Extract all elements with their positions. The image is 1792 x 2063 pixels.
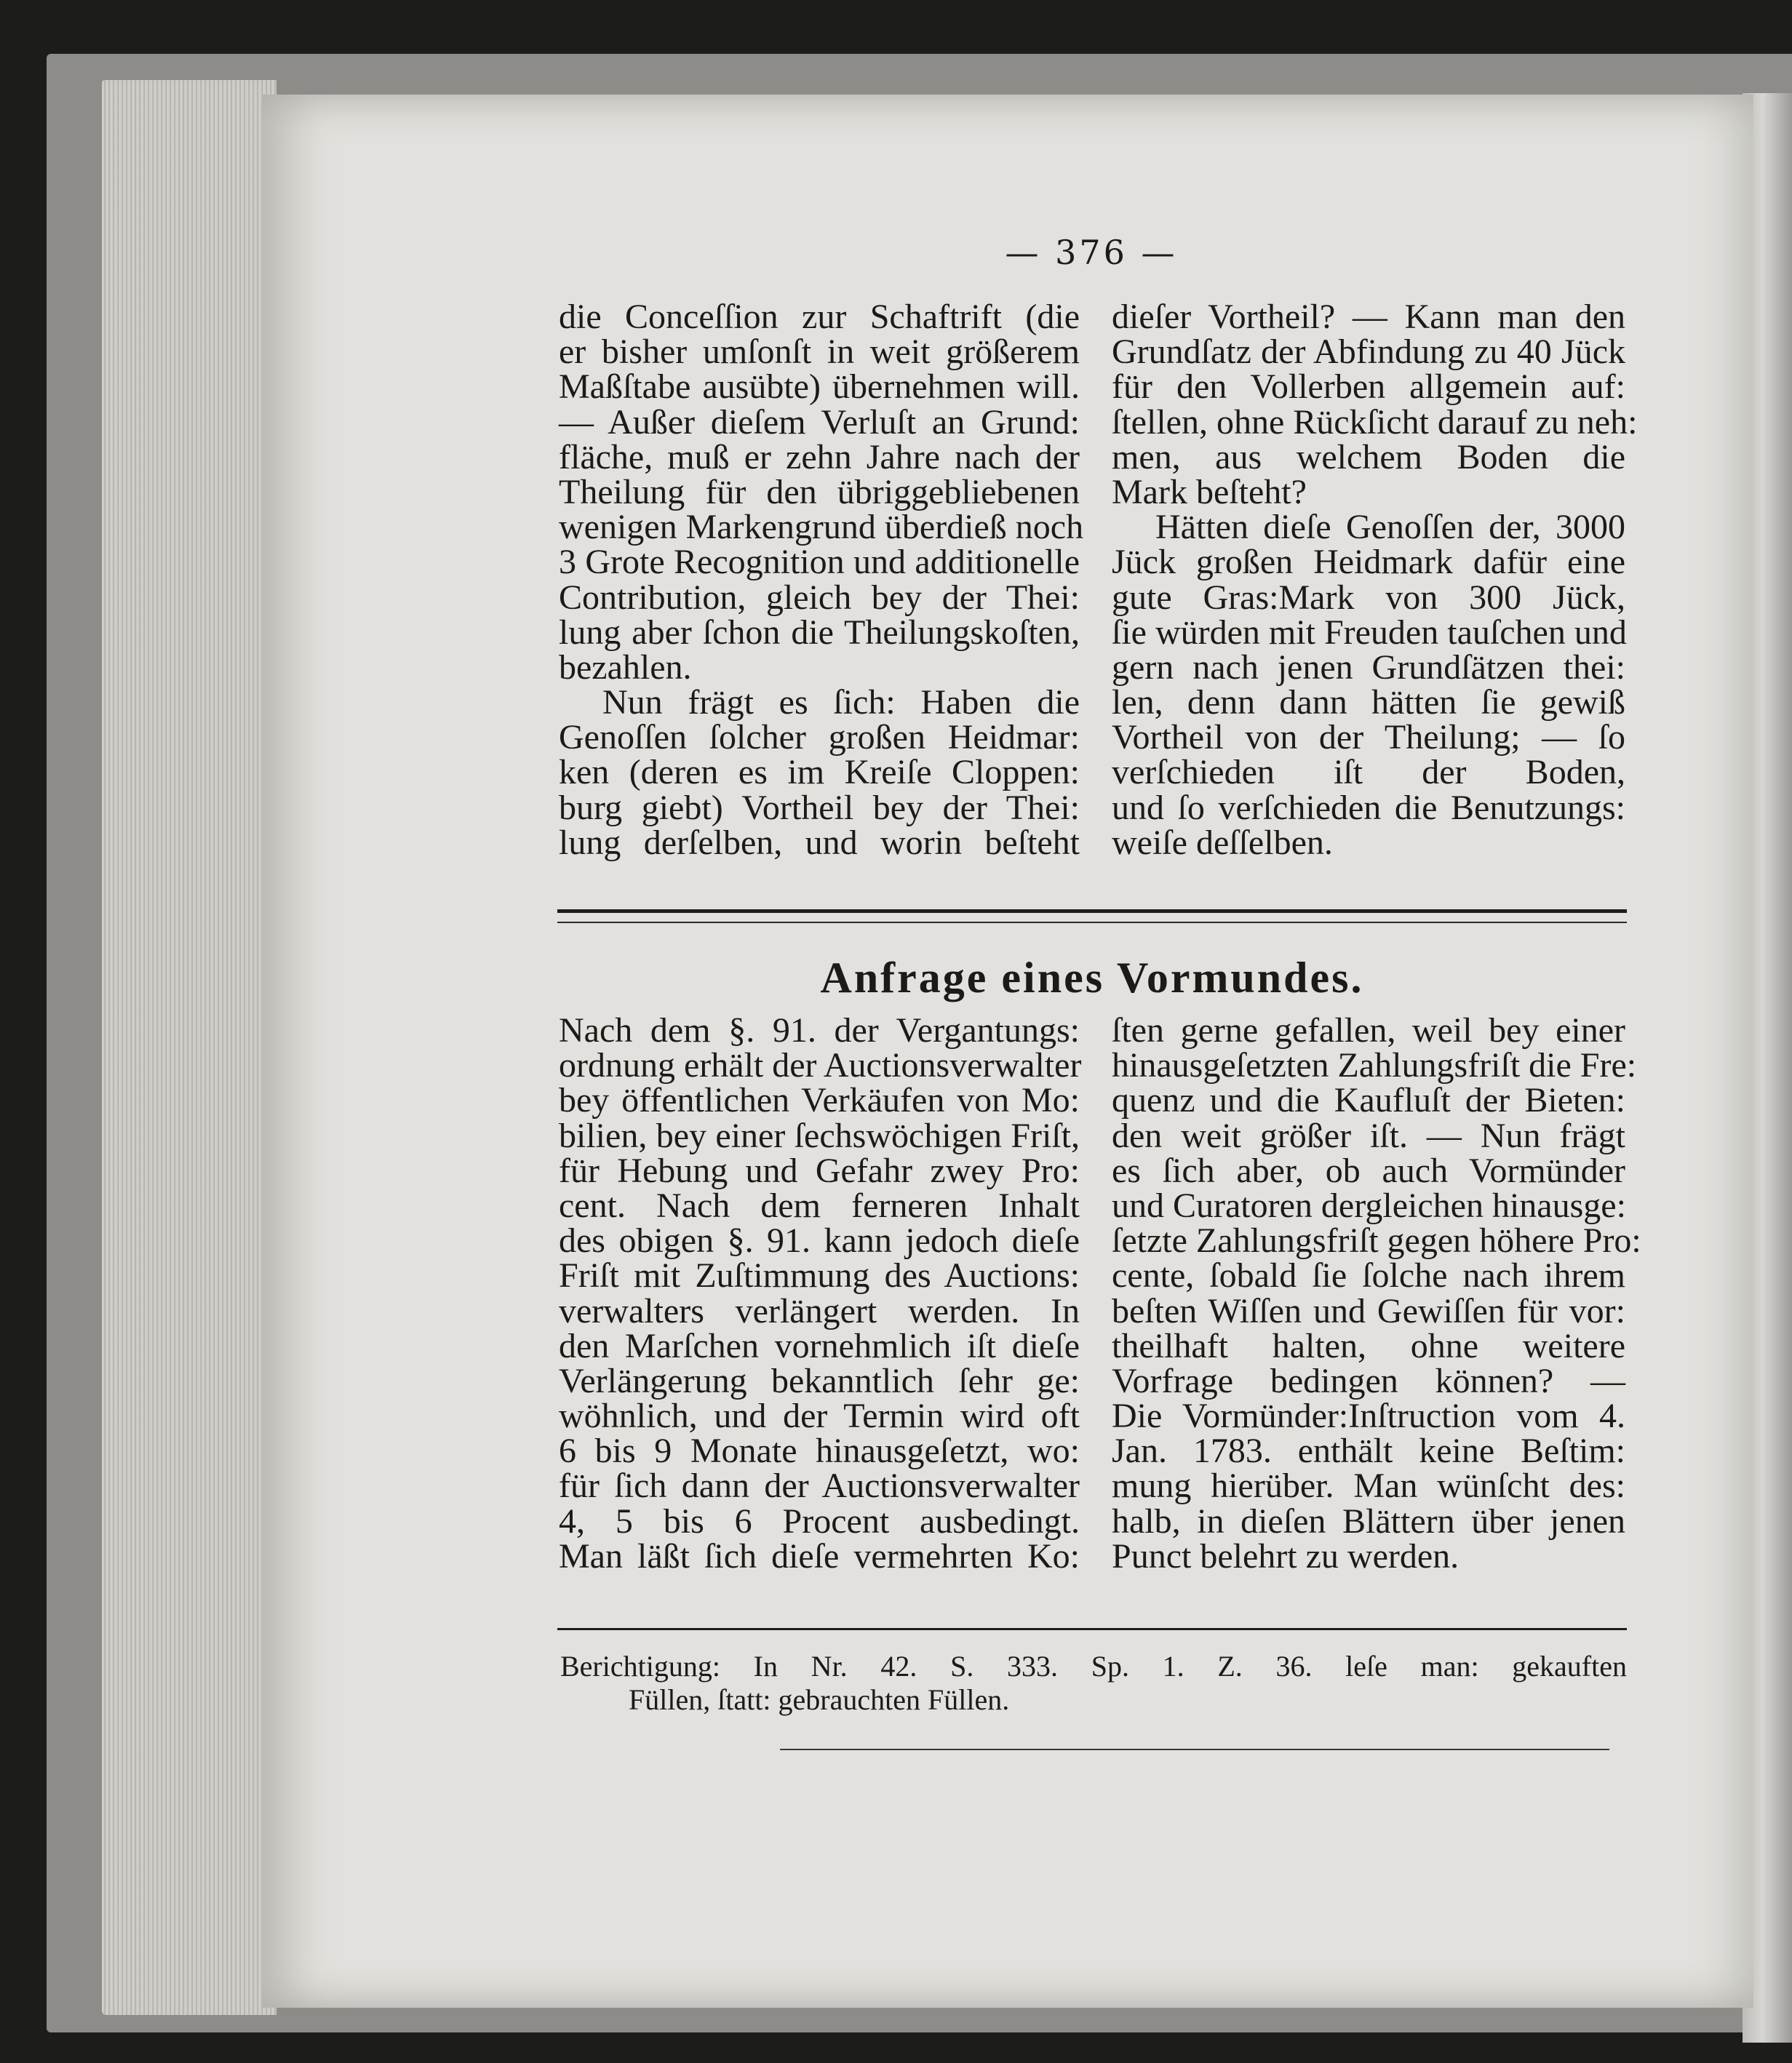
text-line: er bisher umſonſt in weit größerem: [559, 332, 1080, 372]
text-line: bezahlen.: [559, 647, 692, 687]
text-line: wöhnlich, und der Termin wird oft: [559, 1397, 1080, 1436]
text-line: bilien, bey einer ſechswöchigen Friſt,: [559, 1116, 1080, 1155]
text-line: len, denn dann hätten ſie gewiß: [1112, 683, 1625, 722]
text-line: und ſo verſchieden die Benutzungs:: [1112, 788, 1625, 827]
text-line: bey öffentlichen Verkäufen von Mo:: [559, 1081, 1080, 1120]
text-line: ſten gerne gefallen, weil bey einer: [1112, 1011, 1625, 1050]
text-line: ken (deren es im Kreiſe Cloppen:: [559, 753, 1080, 792]
text-line: dieſer Vortheil? — Kann man den: [1112, 298, 1625, 336]
text-line: 3 Grote Recognition und additionelle: [559, 543, 1080, 582]
text-line: wenigen Markengrund überdieß noch: [559, 508, 1084, 547]
text-line: 6 bis 9 Monate hinausgeſetzt, wo:: [559, 1432, 1080, 1471]
text-line: quenz und die Kaufluſt der Bieten:: [1112, 1081, 1625, 1120]
text-line: Theilung für den übriggebliebenen: [559, 472, 1080, 511]
text-line: Vortheil von der Theilung; — ſo: [1112, 718, 1625, 757]
text-line: Mark beſteht?: [1112, 472, 1307, 511]
text-line: mung hierüber. Man wünſcht des:: [1112, 1467, 1625, 1506]
text-line: Contribution, gleich bey der Thei:: [559, 578, 1080, 617]
text-line: ordnung erhält der Auctionsverwalter: [559, 1046, 1082, 1085]
text-line: ſtellen, ohne Rückſicht darauf zu neh:: [1112, 402, 1638, 442]
text-line: lung derſelben, und worin beſteht: [559, 823, 1080, 862]
text-line: Vorfrage bedingen können? —: [1112, 1361, 1625, 1400]
text-line: Genoſſen ſolcher großen Heidmar:: [559, 718, 1080, 757]
footnote-divider: [557, 1628, 1627, 1630]
text-line: Verlängerung bekanntlich ſehr ge:: [559, 1361, 1080, 1400]
text-line: Nun frägt es ſich: Haben die: [602, 683, 1080, 722]
section-heading: Anfrage eines Vormundes.: [820, 954, 1364, 1002]
text-line: verwalters verlängert werden. In: [559, 1291, 1080, 1330]
text-line: beſten Wiſſen und Gewiſſen für vor:: [1112, 1291, 1625, 1330]
text-line: Die Vormünder:Inſtruction vom 4.: [1112, 1397, 1625, 1436]
text-line: hinausgeſetzten Zahlungsfriſt die Fre:: [1112, 1046, 1637, 1085]
section-divider: [557, 909, 1627, 923]
text-line: Punct belehrt zu werden.: [1112, 1536, 1460, 1576]
text-line: Grundſatz der Abfindung zu 40 Jück: [1112, 332, 1625, 372]
text-line: verſchieden iſt der Boden,: [1112, 753, 1625, 792]
top-left-column: [559, 298, 1084, 862]
text-line: für den Vollerben allgemein auf:: [1112, 367, 1625, 407]
text-line: gern nach jenen Grundſätzen thei:: [1112, 647, 1625, 687]
text-line: Berichtigung: In Nr. 42. S. 333. Sp. 1. Z. 36. leſe man: gekauften: [560, 1650, 1627, 1683]
text-line: lung aber ſchon die Theilungskoſten,: [559, 612, 1080, 652]
text-line: gute Gras:Mark von 300 Jück,: [1112, 578, 1625, 617]
text-line: den Marſchen vornehmlich iſt dieſe: [559, 1326, 1080, 1365]
bottom-right-column: [1112, 1011, 1641, 1576]
text-line: 4, 5 bis 6 Procent ausbedingt.: [559, 1501, 1080, 1541]
text-line: den weit größer iſt. — Nun frägt: [1112, 1116, 1625, 1155]
page-number: — 376 —: [1005, 233, 1178, 272]
text-line: men, aus welchem Boden die: [1112, 437, 1625, 476]
text-line: Füllen, ſtatt: gebrauchten Füllen.: [629, 1683, 1010, 1716]
text-line: für Hebung und Gefahr zwey Pro:: [559, 1151, 1080, 1190]
text-line: und Curatoren dergleichen hinausge:: [1112, 1186, 1626, 1225]
text-line: Friſt mit Zuſtimmung des Auctions:: [559, 1256, 1080, 1296]
closing-rule: [780, 1749, 1609, 1750]
top-right-column: [1112, 298, 1638, 862]
text-line: halb, in dieſen Blättern über jenen: [1112, 1501, 1625, 1541]
text-line: burg giebt) Vortheil bey der Thei:: [559, 788, 1080, 827]
text-line: für ſich dann der Auctionsverwalter: [559, 1467, 1080, 1506]
text-line: — Außer dieſem Verluſt an Grund:: [559, 402, 1080, 442]
text-line: Maßſtabe ausübte) übernehmen will.: [559, 367, 1080, 407]
text-line: Hätten dieſe Genoſſen der, 3000: [1155, 508, 1625, 547]
text-line: Jan. 1783. enthält keine Beſtim:: [1112, 1432, 1625, 1471]
text-line: Jück großen Heidmark dafür eine: [1112, 543, 1625, 582]
text-line: fläche, muß er zehn Jahre nach der: [559, 437, 1080, 476]
text-line: ſie würden mit Freuden tauſchen und: [1112, 612, 1627, 652]
text-line: cent. Nach dem ferneren Inhalt: [559, 1186, 1080, 1225]
text-line: theilhaft halten, ohne weitere: [1112, 1326, 1625, 1365]
text-line: Man läßt ſich dieſe vermehrten Ko:: [559, 1536, 1080, 1576]
text-line: des obigen §. 91. kann jedoch dieſe: [559, 1221, 1080, 1261]
bottom-left-column: [559, 1013, 1080, 1574]
text-line: ſetzte Zahlungsfriſt gegen höhere Pro:: [1112, 1221, 1641, 1261]
text-line: die Conceſſion zur Schaftrift (die: [559, 298, 1080, 336]
erratum-note: [560, 1650, 1627, 1717]
text-line: weiſe deſſelben.: [1112, 823, 1333, 862]
text-line: Nach dem §. 91. der Vergantungs:: [559, 1011, 1080, 1050]
text-line: cente, ſobald ſie ſolche nach ihrem: [1112, 1256, 1625, 1296]
text-line: es ſich aber, ob auch Vormünder: [1112, 1151, 1625, 1190]
page-edges: [102, 80, 276, 2015]
